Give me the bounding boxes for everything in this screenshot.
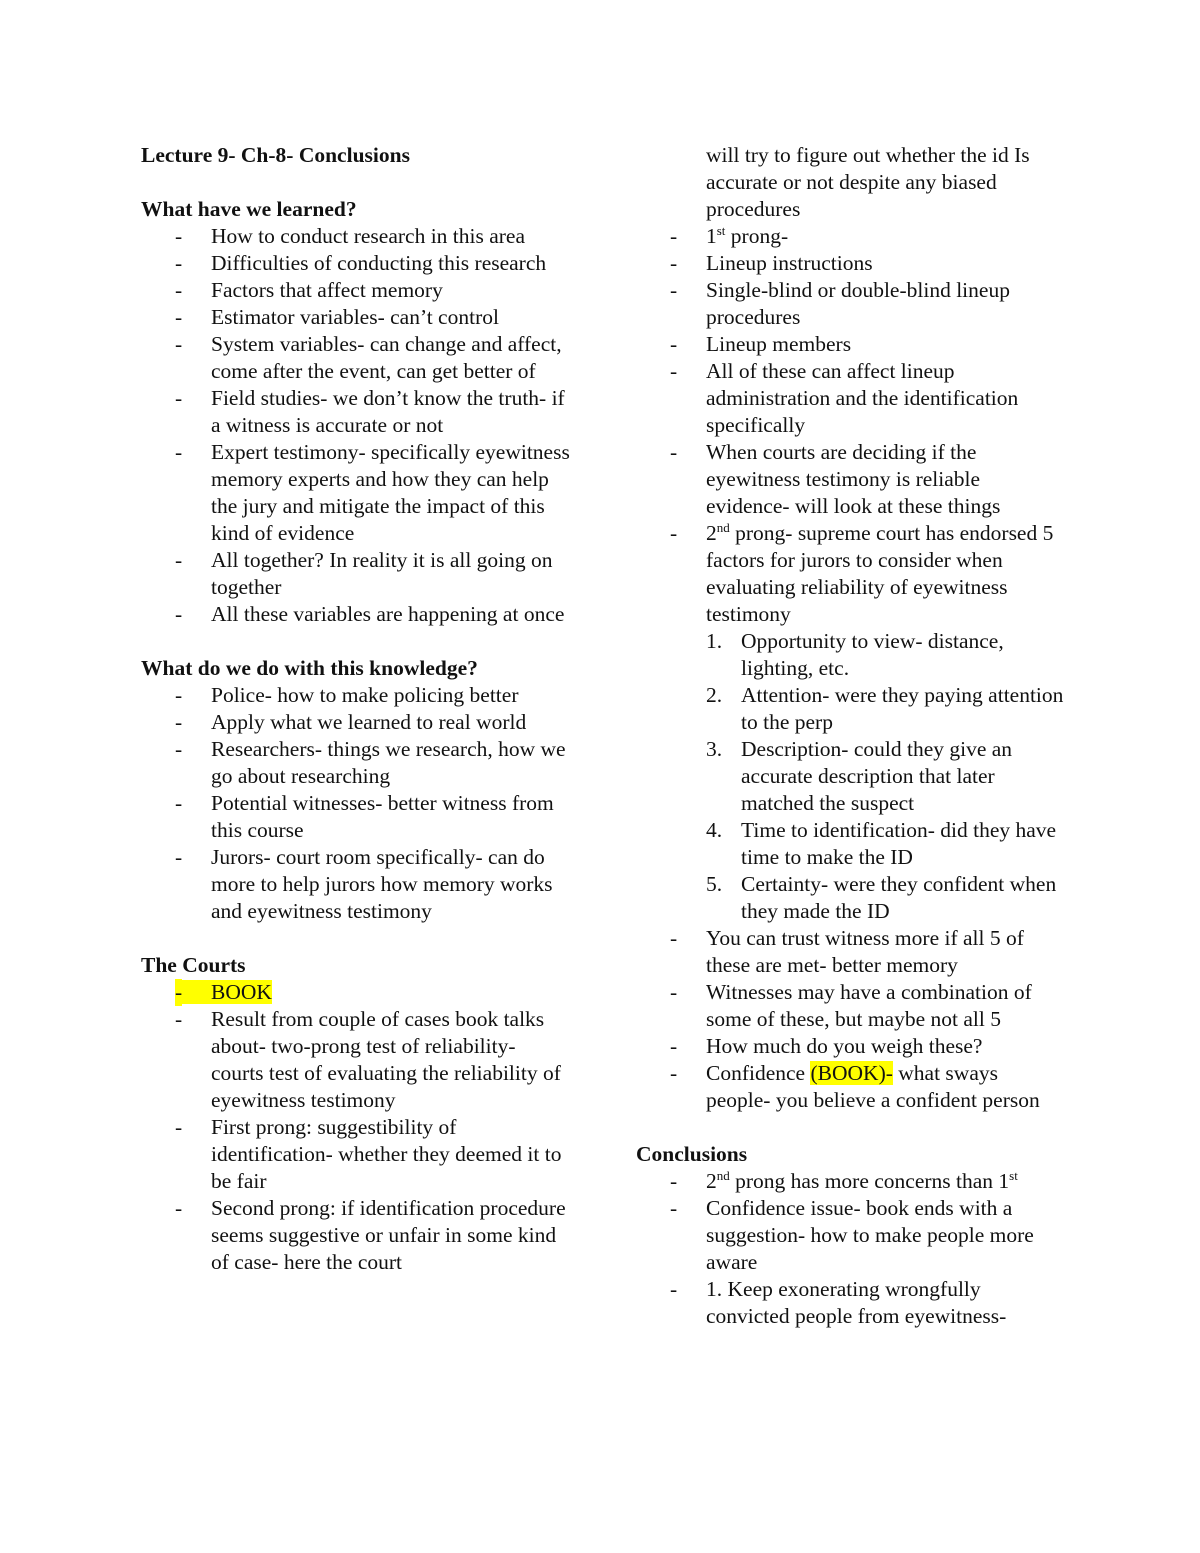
section-heading-knowledge: What do we do with this knowledge? [141,656,478,680]
factor-item: 4. Time to identification- did they have time to make the ID [706,818,1057,869]
list-item: - Expert testimony- specifically eyewitness memory experts and how they can help the jury and mitigate the impact of this kind of evidence [175,440,570,545]
list-item: - Witnesses may have a combination of some of these, but maybe not all 5 [670,980,1032,1031]
continued-text: will try to figure out whether the id Is accurate or not despite any biased procedures [706,143,1030,221]
lecture-title: Lecture 9- Ch-8- Conclusions [141,143,410,167]
list-item: - You can trust witness more if all 5 of these are met- better memory [670,926,1024,977]
prong-list [636,223,1066,628]
left-column [141,142,571,1276]
factor-item: 2. Attention- were they paying attention to the perp [706,683,1064,734]
list-item: - Difficulties of conducting this research [175,251,547,275]
list-item: - Factors that affect memory [175,278,443,302]
learned-list [141,223,571,628]
list-item: - System variables- can change and affect, come after the event, can get better of [175,332,562,383]
conclusions-list [636,1168,1066,1330]
section-heading-learned: What have we learned? [141,197,357,221]
courts-list [141,979,571,1276]
list-item: - Field studies- we don’t know the truth- if a witness is accurate or not [175,386,565,437]
list-item: - All together? In reality it is all going on together [175,548,553,599]
factor-item: 5. Certainty- were they confident when they made the ID [706,872,1057,923]
section-heading-courts: The Courts [141,953,246,977]
list-item: - Single-blind or double-blind lineup procedures [670,278,1010,329]
list-item: - Lineup members [670,332,852,356]
second-prong-item: - 2nd prong- supreme court has endorsed 5 factors for jurors to consider when evaluating reliability of eyewitness testimony [670,519,1054,626]
factor-item: 3. Description- could they give an accurate description that later matched the suspect [706,737,1013,815]
list-item: - How to conduct research in this area [175,224,526,248]
first-prong-item: - 1st prong- [670,222,789,248]
list-item: - Jurors- court room specifically- can do more to help jurors how memory works and eyewitness testimony [175,845,553,923]
knowledge-list [141,682,571,925]
list-item: - How much do you weigh these? [670,1034,983,1058]
list-item: - Second prong: if identification procedure seems suggestive or unfair in some kind of case- here the court [175,1196,566,1274]
right-column [636,142,1066,1330]
book-highlight: (BOOK)- [810,1061,893,1085]
list-item: - All these variables are happening at once [175,602,565,626]
list-item: - Police- how to make policing better [175,683,519,707]
list-item: - 1. Keep exonerating wrongfully convicted people from eyewitness- [670,1277,1007,1328]
list-item: - Confidence issue- book ends with a suggestion- how to make people more aware [670,1196,1034,1274]
list-item: - Apply what we learned to real world [175,710,527,734]
list-item: - First prong: suggestibility of identification- whether they deemed it to be fair [175,1115,562,1193]
section-heading-conclusions: Conclusions [636,1142,748,1166]
list-item: - Lineup instructions [670,251,873,275]
highlighted-book-item: - BOOK [175,980,272,1004]
factor-list [636,628,1066,925]
list-item: - Researchers- things we research, how we go about researching [175,737,566,788]
prong-concern-item: - 2nd prong has more concerns than 1st [670,1167,1018,1193]
factor-item: 1. Opportunity to view- distance, lighting, etc. [706,629,1004,680]
trust-list [636,925,1066,1114]
list-item: - Potential witnesses- better witness from this course [175,791,554,842]
confidence-item: - Confidence (BOOK)- what sways people- you believe a confident person [670,1061,1040,1112]
list-item: - Result from couple of cases book talks about- two-prong test of reliability- courts test of evaluating the reliability of eyewitness testimony [175,1007,561,1112]
list-item: - When courts are deciding if the eyewitness testimony is reliable evidence- will look at these things [670,440,1001,518]
list-item: - All of these can affect lineup administration and the identification specifically [670,359,1019,437]
list-item: - Estimator variables- can’t control [175,305,499,329]
